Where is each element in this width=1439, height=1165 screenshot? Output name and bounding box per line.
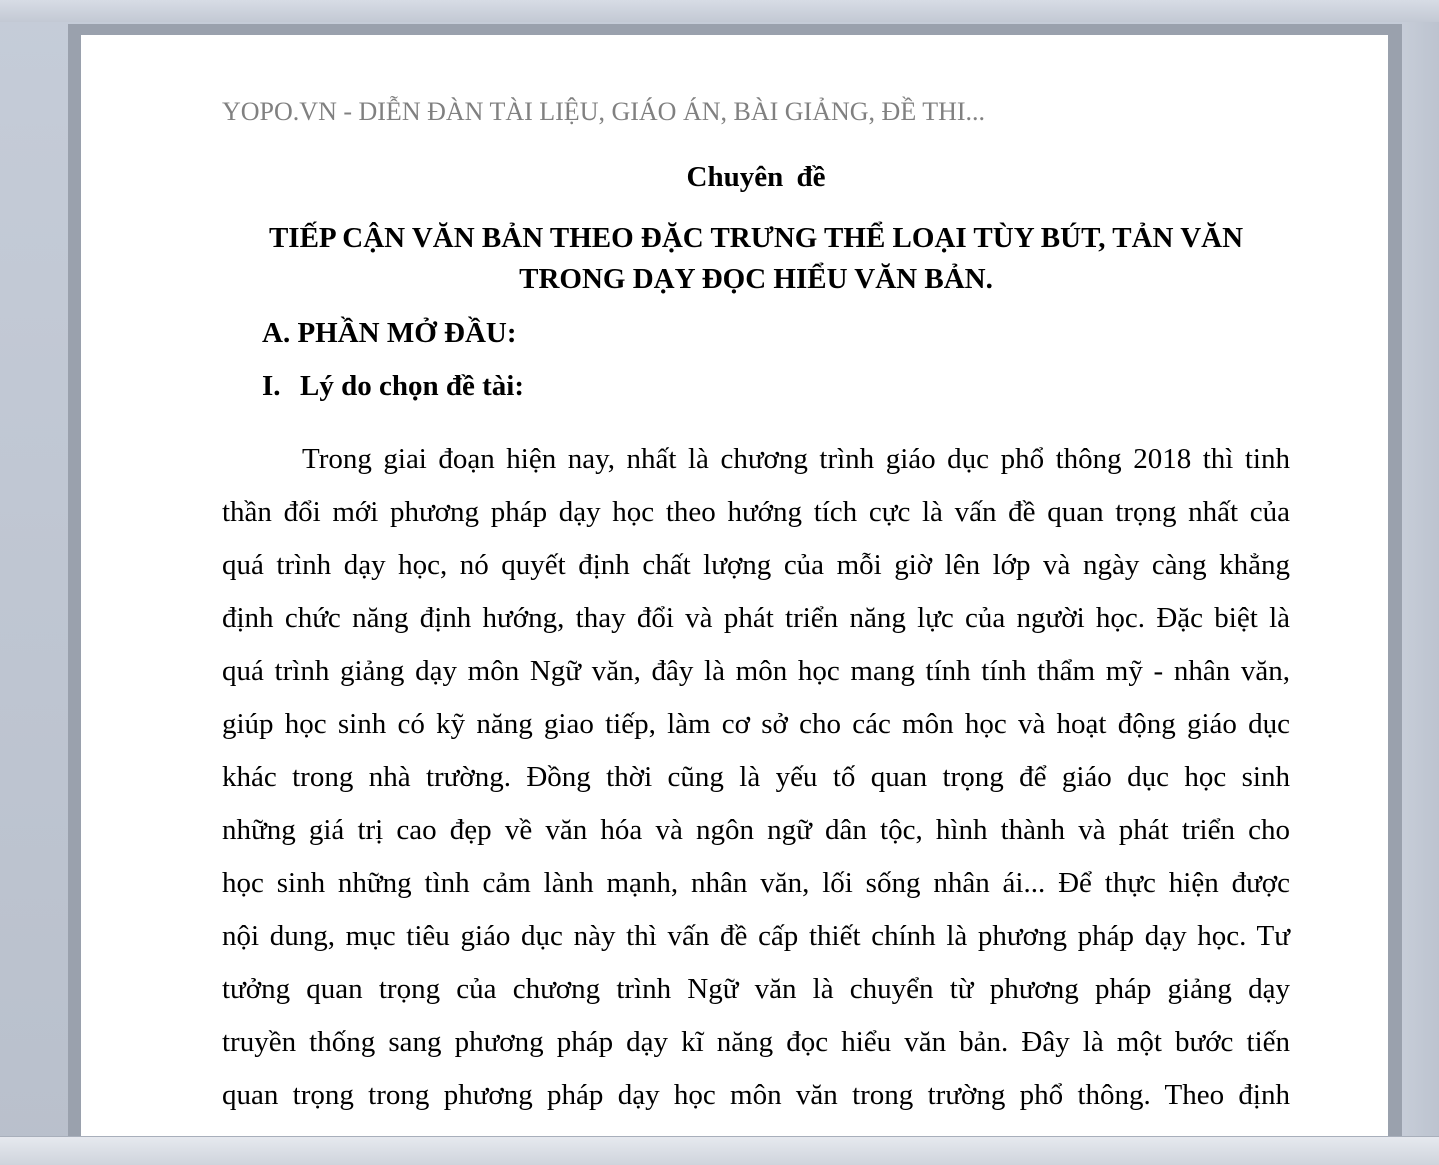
body-line: nội dung, mục tiêu giáo dục này thì vấn đề cấp thiết chính là phương pháp dạy học. Tư: [222, 920, 1290, 952]
section-number: I.: [262, 370, 281, 402]
body-line: quá trình dạy học, nó quyết định chất lượng của mỗi giờ lên lớp và ngày càng khẳng: [222, 549, 1290, 581]
body-line: truyền thống sang phương pháp dạy kĩ năng đọc hiểu văn bản. Đây là một bước tiến: [222, 1026, 1290, 1058]
body-line: quan trọng trong phương pháp dạy học môn văn trong trường phổ thông. Theo định: [222, 1079, 1290, 1111]
vertical-scrollbar[interactable]: [1402, 22, 1439, 1136]
body-paragraph: [222, 433, 1290, 1122]
section-heading-i: [262, 370, 524, 403]
section-label: Lý do chọn đề tài:: [300, 370, 524, 402]
document-title: TIẾP CẬN VĂN BẢN THEO ĐẶC TRƯNG THỂ LOẠI TÙY BÚT, TẢN VĂN TRONG DẠY ĐỌC HIỂU VĂN BẢN.: [268, 222, 1244, 295]
body-line: quá trình giảng dạy môn Ngữ văn, đây là môn học mang tính tính thẩm mỹ - nhân văn,: [222, 655, 1290, 687]
body-line: tưởng quan trọng của chương trình Ngữ văn là chuyển từ phương pháp giảng dạy: [222, 973, 1290, 1005]
body-line: thần đổi mới phương pháp dạy học theo hướng tích cực là vấn đề quan trọng nhất của: [222, 496, 1290, 528]
page-header: YOPO.VN - DIỄN ĐÀN TÀI LIỆU, GIÁO ÁN, BÀI GIẢNG, ĐỀ THI...: [222, 97, 986, 126]
body-line: định chức năng định hướng, thay đổi và phát triển năng lực của người học. Đặc biệt là: [222, 602, 1290, 634]
document-page[interactable]: [81, 35, 1388, 1145]
body-line: giúp học sinh có kỹ năng giao tiếp, làm cơ sở cho các môn học và hoạt động giáo dục: [222, 708, 1290, 740]
top-toolbar-strip: [0, 0, 1439, 22]
body-line: học sinh những tình cảm lành mạnh, nhân văn, lối sống nhân ái... Để thực hiện được: [222, 867, 1290, 899]
horizontal-scrollbar[interactable]: [0, 1136, 1439, 1165]
document-subtitle: Chuyên đề: [686, 161, 826, 193]
section-heading-a: A. PHẦN MỞ ĐẦU:: [262, 317, 517, 349]
body-line: những giá trị cao đẹp về văn hóa và ngôn ngữ dân tộc, hình thành và phát triển cho: [222, 814, 1290, 846]
body-line: khác trong nhà trường. Đồng thời cũng là yếu tố quan trọng để giáo dục học sinh: [222, 761, 1290, 793]
body-line: Trong giai đoạn hiện nay, nhất là chương trình giáo dục phổ thông 2018 thì tinh: [302, 443, 1290, 475]
